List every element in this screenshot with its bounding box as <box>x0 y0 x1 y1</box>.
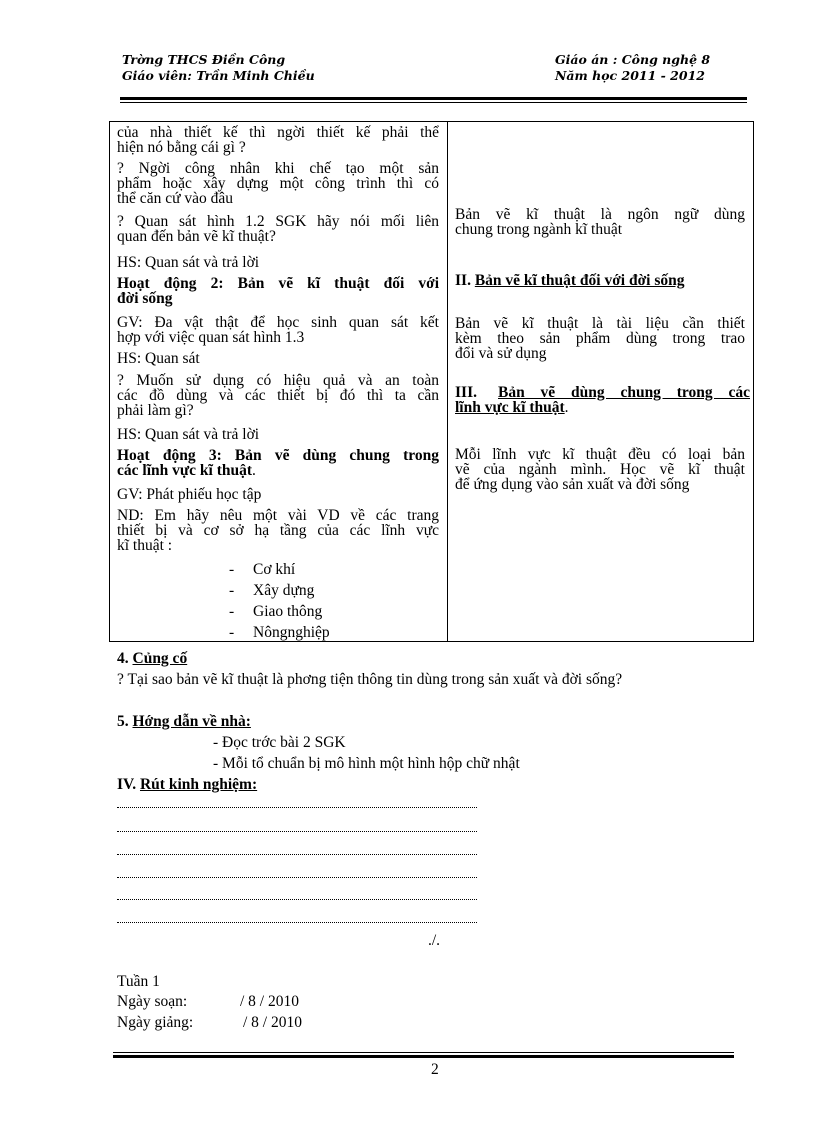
end-mark: ./. <box>428 932 441 949</box>
list-item-text: Xây dựng <box>253 582 315 599</box>
list-item: - Cơ khí <box>229 561 296 578</box>
left-line: GV: Đa vật thật để học sinh quan sát kết <box>117 314 439 331</box>
consolidation-number: 4. <box>117 650 129 667</box>
footer-rule-thin <box>113 1052 734 1053</box>
right-line: Mỗi lĩnh vực kĩ thuật đều có loại bản <box>455 446 745 463</box>
right-line: Bản vẽ kĩ thuật là ngôn ngữ dùng <box>455 206 745 223</box>
left-line: HS: Quan sát và trả lời <box>117 426 260 443</box>
section-2-number: II. <box>455 272 471 289</box>
school-year: Năm học 2011 - 2012 <box>555 68 705 83</box>
left-line: HS: Quan sát và trả lời <box>117 254 260 271</box>
homework-heading <box>117 714 251 729</box>
dotted-line <box>117 922 477 923</box>
left-line: hợp với việc quan sát hình 1.3 <box>117 329 305 346</box>
left-line: ND: Em hãy nêu một vài VD về các trang <box>117 507 439 524</box>
week-label: Tuần 1 <box>117 973 160 990</box>
teach-date-value: / 8 / 2010 <box>243 1014 302 1031</box>
left-line: phải làm gì? <box>117 402 194 419</box>
list-item-text: Nôngnghiệp <box>253 624 330 641</box>
left-line: quan đến bản vẽ kĩ thuật? <box>117 228 276 245</box>
homework-title: Hớng dẫn về nhà: <box>132 713 251 730</box>
right-line: vẽ của ngành mình. Học vẽ kĩ thuật <box>455 461 745 478</box>
table-column-divider <box>447 121 448 642</box>
section-3-heading <box>455 385 750 400</box>
teach-date-label: Ngày giảng: <box>117 1014 194 1031</box>
right-line: Bản vẽ kĩ thuật là tài liệu cần thiết <box>455 315 745 332</box>
left-line: HS: Quan sát <box>117 350 200 367</box>
left-line: các đồ dùng và các thiết bị đó thì ta cần <box>117 387 439 404</box>
dotted-line <box>117 807 477 808</box>
list-item-text: Giao thông <box>253 603 323 620</box>
activity-3-heading: Hoạt động 3: Bản vẽ dùng chung trong <box>117 447 439 464</box>
teacher-name: Giáo viên: Trần Minh Chiều <box>122 68 315 83</box>
header-left <box>122 52 315 84</box>
header-rule-thin <box>120 102 747 103</box>
list-item: - Nôngnghiệp <box>229 624 330 641</box>
section-3-title: Bản vẽ dùng chung trong các <box>498 384 750 401</box>
footer-rule-thick <box>113 1055 734 1058</box>
left-line: phẩm hoặc xây dựng một công trình thì có <box>117 175 439 192</box>
consolidation-question: ? Tại sao bản vẽ kĩ thuật là phơng tiện thông tin dùng trong sản xuất và đời sống? <box>117 671 623 688</box>
left-line: của nhà thiết kế thì ngời thiết kế phải thể <box>117 124 439 141</box>
experience-number: IV. <box>117 776 137 793</box>
section-3-title-cont: lĩnh vực kĩ thuật <box>455 399 565 416</box>
page-number: 2 <box>431 1061 439 1078</box>
consolidation-title: Củng cố <box>132 650 188 667</box>
activity-3-heading-cont: các lĩnh vực kĩ thuật. <box>117 462 256 479</box>
right-line: đổi và sử dụng <box>455 345 547 362</box>
list-item: - Giao thông <box>229 603 323 620</box>
homework-item: - Mỗi tổ chuẩn bị mô hình một hình hộp chữ nhật <box>213 755 520 772</box>
left-line: ? Quan sát hình 1.2 SGK hãy nói mối liên <box>117 213 439 230</box>
section-2-heading <box>455 273 685 288</box>
homework-number: 5. <box>117 713 129 730</box>
dotted-line <box>117 899 477 900</box>
subject-name: Giáo án : Công nghệ 8 <box>555 52 711 67</box>
prep-date-value: / 8 / 2010 <box>240 993 299 1010</box>
right-line: kèm theo sản phẩm dùng trong trao <box>455 330 745 347</box>
activity-2-heading-cont: đời sống <box>117 290 173 307</box>
list-item: - Xây dựng <box>229 582 315 599</box>
header-right <box>555 52 710 84</box>
section-3-number: III. <box>455 384 477 401</box>
left-line: hiện nó bằng cái gì ? <box>117 139 246 156</box>
school-name: Trờng THCS Điền Công <box>122 52 286 67</box>
consolidation-heading <box>117 651 187 666</box>
dotted-line <box>117 854 477 855</box>
right-line: chung trong ngành kĩ thuật <box>455 221 623 238</box>
experience-title: Rút kinh nghiệm: <box>139 776 258 793</box>
section-2-title: Bản vẽ kĩ thuật đối với đời sống <box>474 272 685 289</box>
activity-3-heading-text: các lĩnh vực kĩ thuật <box>117 462 253 479</box>
left-line: ? Muốn sử dụng có hiệu quả và an toàn <box>117 372 439 389</box>
dotted-line <box>117 877 477 878</box>
right-line: để ứng dụng vào sản xuất và đời sống <box>455 476 690 493</box>
list-item-text: Cơ khí <box>253 561 296 578</box>
homework-item: - Đọc trớc bài 2 SGK <box>213 734 346 751</box>
left-line: thể căn cứ vào đâu <box>117 190 233 207</box>
left-line: GV: Phát phiếu học tập <box>117 486 262 503</box>
section-3-heading-cont: lĩnh vực kĩ thuật. <box>455 399 569 416</box>
left-line: ? Ngời công nhân khi chế tạo một sản <box>117 160 439 177</box>
prep-date-label: Ngày soạn: <box>117 993 188 1010</box>
left-line: thiết bị và cơ sở hạ tầng của các lĩnh vực <box>117 522 439 539</box>
activity-2-heading: Hoạt động 2: Bản vẽ kĩ thuật đối với <box>117 275 439 292</box>
dotted-line <box>117 831 477 832</box>
header-rule-thick <box>120 97 747 100</box>
left-line: kĩ thuật : <box>117 537 173 554</box>
experience-heading <box>117 777 257 792</box>
